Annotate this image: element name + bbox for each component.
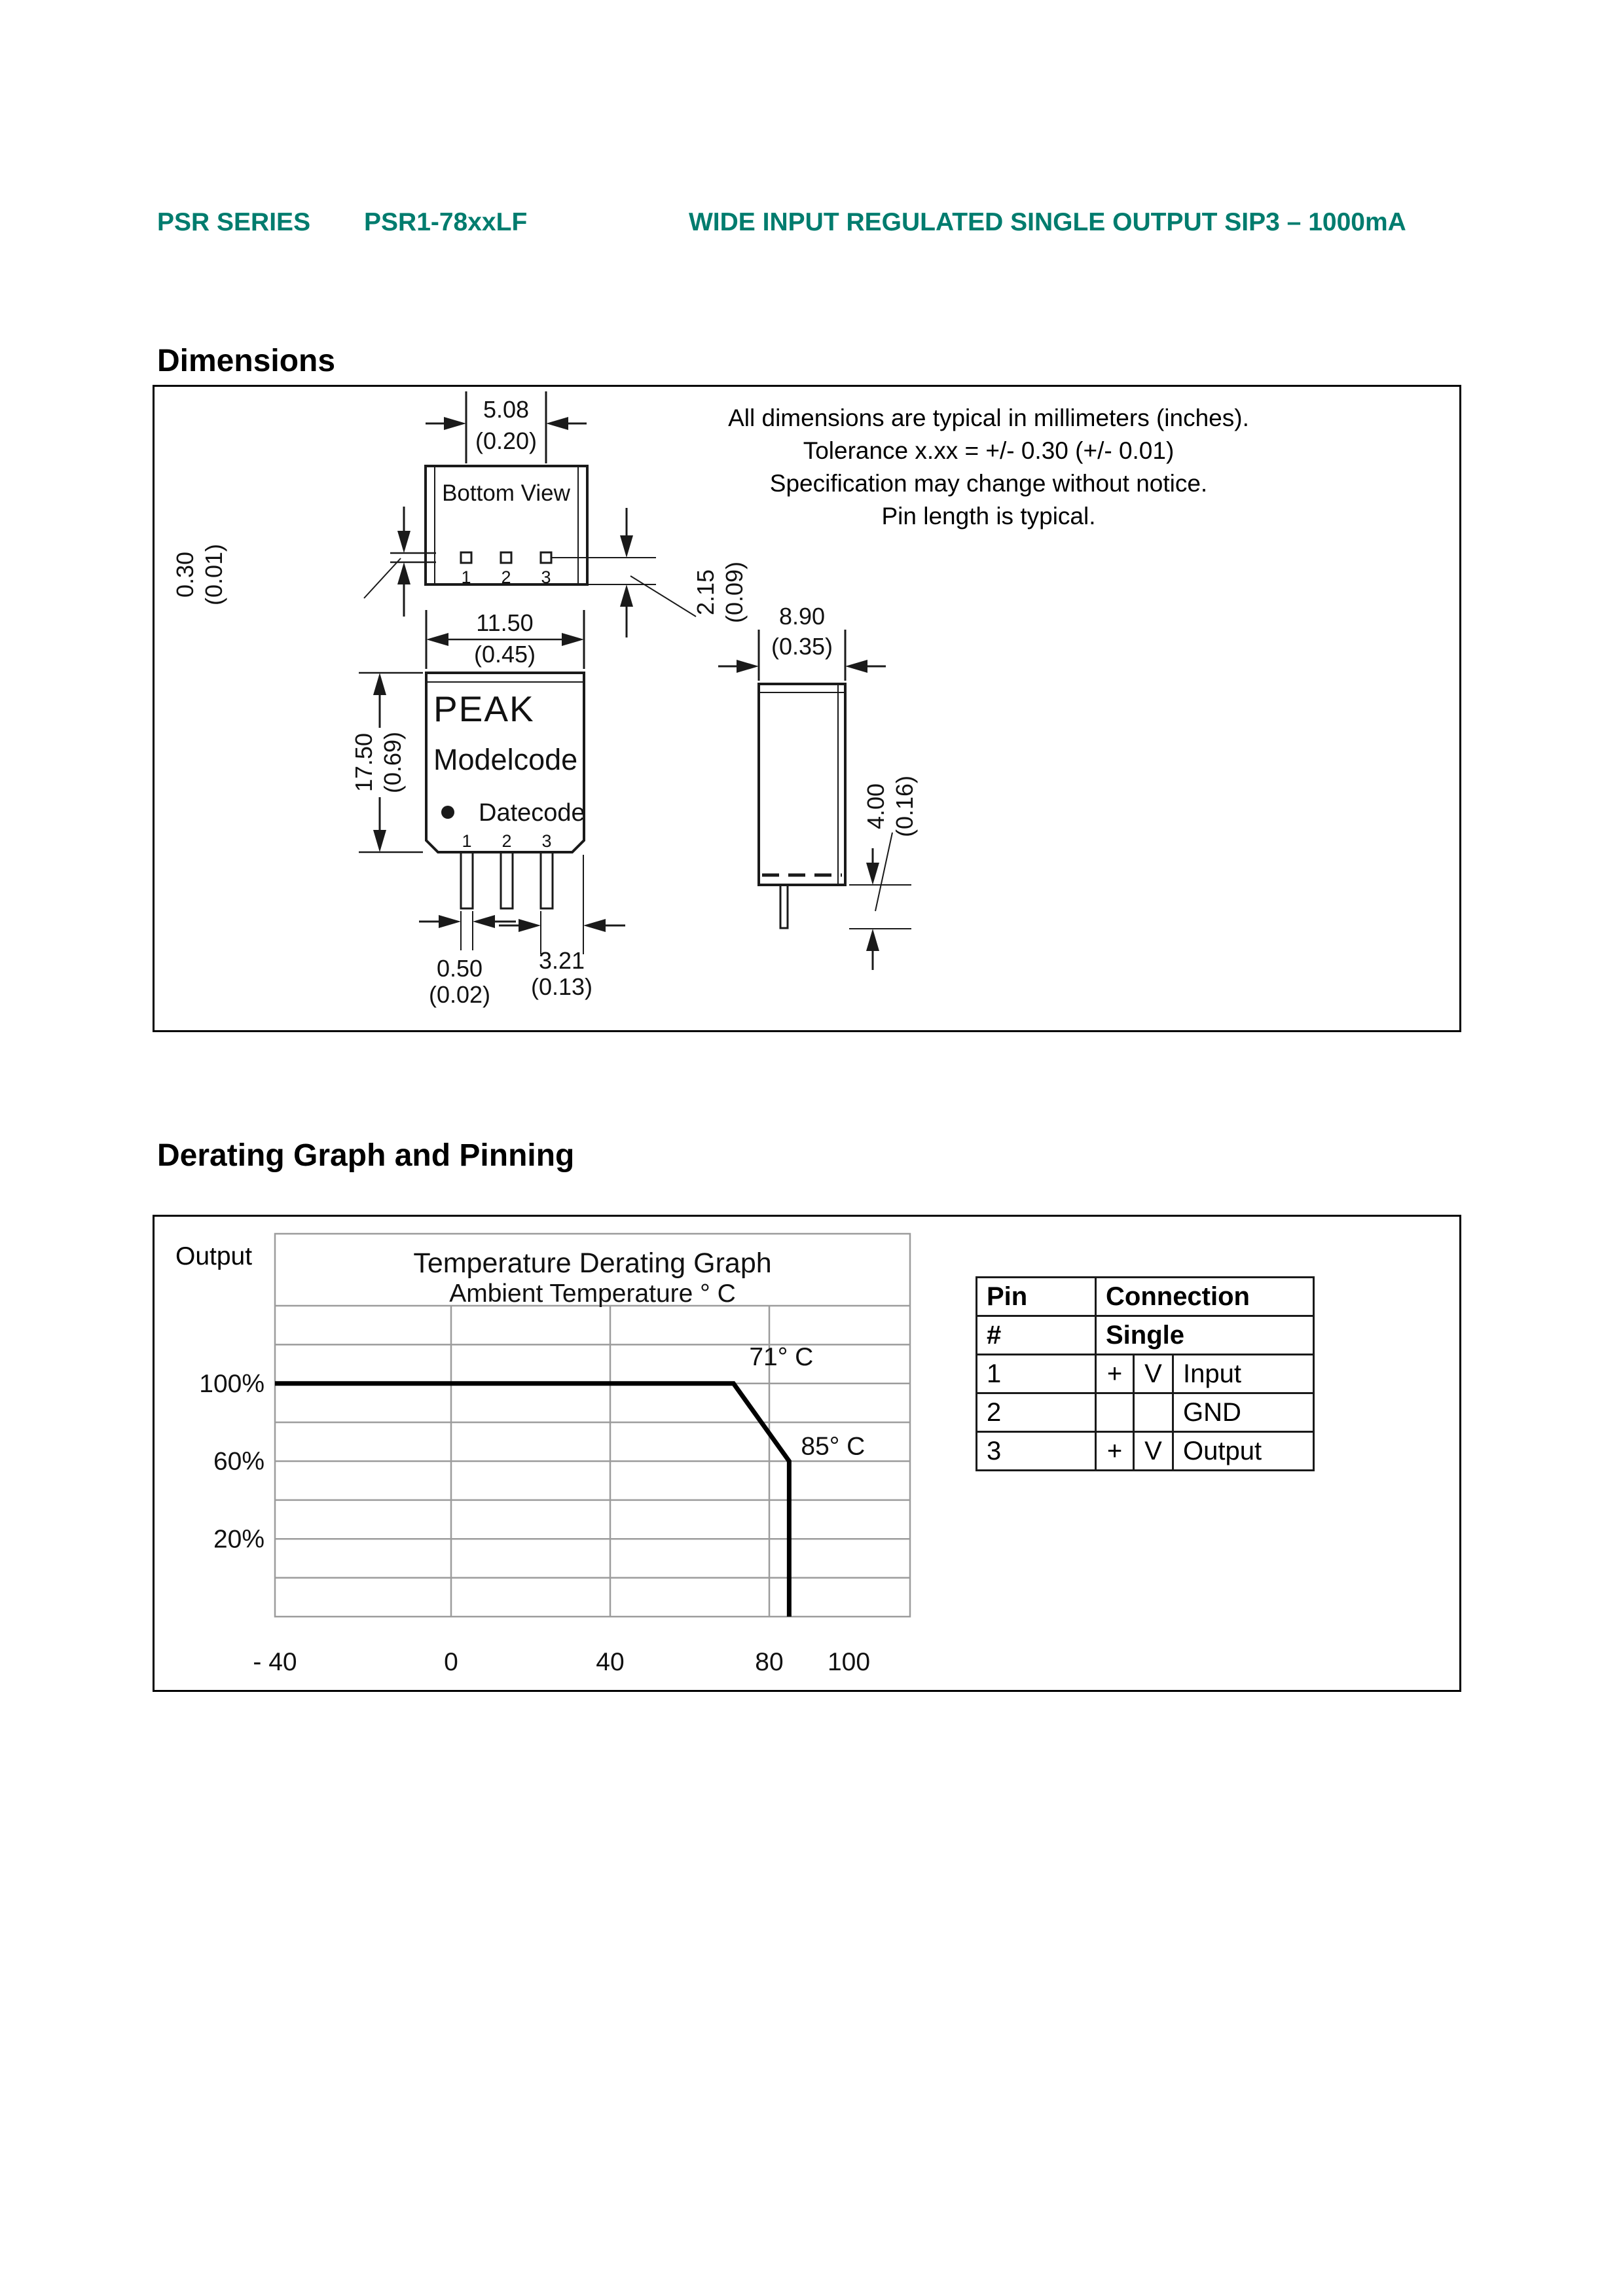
y-tick-label: 100% xyxy=(199,1369,264,1398)
bottom-pin-number: 1 xyxy=(461,567,471,587)
note-line: Tolerance x.xx = +/- 0.30 (+/- 0.01) xyxy=(803,437,1175,464)
pin-number-cell: 2 xyxy=(977,1393,1096,1432)
chart-title: Temperature Derating Graph xyxy=(413,1247,772,1279)
side-view-body xyxy=(759,684,845,885)
dim-pin-length-mm: 4.00 xyxy=(862,783,889,830)
front-pin-number: 2 xyxy=(501,831,512,851)
brand-label: PEAK xyxy=(433,689,535,729)
x-tick-label: 0 xyxy=(444,1648,458,1676)
bottom-pin-3 xyxy=(541,552,551,563)
pin-col-subheader: # xyxy=(977,1316,1096,1355)
table-header-row xyxy=(977,1278,1314,1316)
dim-pin-to-edge-in: (0.13) xyxy=(530,973,593,1000)
bottom-pin-1 xyxy=(461,552,471,563)
note-line: Pin length is typical. xyxy=(881,503,1096,529)
pin-v-cell: V xyxy=(1134,1355,1173,1393)
dim-pin-width-mm: 0.50 xyxy=(436,955,483,982)
table-subheader-row xyxy=(977,1316,1314,1355)
chart-y-axis-title: Output xyxy=(175,1242,253,1270)
pin-sign-cell: + xyxy=(1096,1355,1134,1393)
note-line: Specification may change without notice. xyxy=(769,470,1208,497)
pin-connection-table xyxy=(976,1276,1315,1471)
annotation-label: 85° C xyxy=(801,1432,866,1461)
front-pin-3 xyxy=(541,852,553,908)
pin-number-cell: 3 xyxy=(977,1432,1096,1471)
derating-heading: Derating Graph and Pinning xyxy=(157,1138,575,1173)
pin1-marker-dot xyxy=(441,806,454,819)
dim-body-depth-in: (0.35) xyxy=(771,633,833,660)
x-tick-label: 40 xyxy=(596,1648,625,1676)
side-pin xyxy=(780,885,788,928)
header-model: PSR1-78xxLF xyxy=(364,208,528,236)
front-pin-1 xyxy=(461,852,473,908)
table-row xyxy=(977,1355,1314,1393)
dimensions-heading: Dimensions xyxy=(157,344,336,378)
y-tick-label: 20% xyxy=(213,1525,264,1554)
note-line: All dimensions are typical in millimeters (inches). xyxy=(728,404,1249,431)
y-tick-label: 60% xyxy=(213,1447,264,1476)
chart-subtitle: Ambient Temperature ° C xyxy=(449,1280,736,1308)
pin-sign-cell: + xyxy=(1096,1432,1134,1471)
pin-number-cell: 1 xyxy=(977,1355,1096,1393)
front-pin-2 xyxy=(501,852,513,908)
dim-pin-setback-in: (0.09) xyxy=(721,561,748,624)
x-tick-label: 80 xyxy=(755,1648,784,1676)
pin-v-cell xyxy=(1134,1393,1173,1432)
datecode-label: Datecode xyxy=(479,799,585,827)
bottom-pin-number: 3 xyxy=(541,567,551,587)
pin-name-cell: Input xyxy=(1173,1355,1314,1393)
pin-sign-cell xyxy=(1096,1393,1134,1432)
bottom-pin-2 xyxy=(501,552,511,563)
connection-col-header: Connection xyxy=(1096,1278,1314,1316)
connection-col-subheader: Single xyxy=(1096,1316,1314,1355)
dim-body-depth-mm: 8.90 xyxy=(778,603,826,630)
pin-v-cell: V xyxy=(1134,1432,1173,1471)
header-title: WIDE INPUT REGULATED SINGLE OUTPUT SIP3 – 1000mA xyxy=(689,208,1406,236)
bottom-pin-number: 2 xyxy=(501,567,511,587)
bottom-view-label: Bottom View xyxy=(442,480,570,506)
dim-pin-thickness-mm: 0.30 xyxy=(172,551,198,598)
dim-pin-to-edge-mm: 3.21 xyxy=(538,947,585,974)
dim-pin-length-in: (0.16) xyxy=(891,775,918,838)
pin-col-header: Pin xyxy=(977,1278,1096,1316)
modelcode-label: Modelcode xyxy=(433,743,578,776)
dim-pin-thickness-in: (0.01) xyxy=(200,543,227,606)
dim-pin-width-in: (0.02) xyxy=(428,981,491,1008)
dim-pin-pitch-mm: 5.08 xyxy=(483,396,530,423)
dim-body-width-mm: 11.50 xyxy=(476,609,534,636)
dim-body-height-in: (0.69) xyxy=(379,731,406,794)
x-tick-label: - 40 xyxy=(253,1648,297,1676)
dim-pin-pitch-in: (0.20) xyxy=(475,427,538,454)
x-tick-label: 100 xyxy=(827,1648,871,1676)
table-row xyxy=(977,1393,1314,1432)
table-row xyxy=(977,1432,1314,1471)
dim-pin-setback-mm: 2.15 xyxy=(692,569,719,616)
annotation-label: 71° C xyxy=(749,1342,814,1371)
front-pin-number: 1 xyxy=(462,831,472,851)
front-pin-number: 3 xyxy=(541,831,552,851)
header-series: PSR SERIES xyxy=(157,208,311,236)
dim-body-height-mm: 17.50 xyxy=(350,732,377,793)
pin-name-cell: GND xyxy=(1173,1393,1314,1432)
dimensions-drawing xyxy=(154,386,1460,1031)
dim-body-width-in: (0.45) xyxy=(473,641,536,668)
pin-name-cell: Output xyxy=(1173,1432,1314,1471)
